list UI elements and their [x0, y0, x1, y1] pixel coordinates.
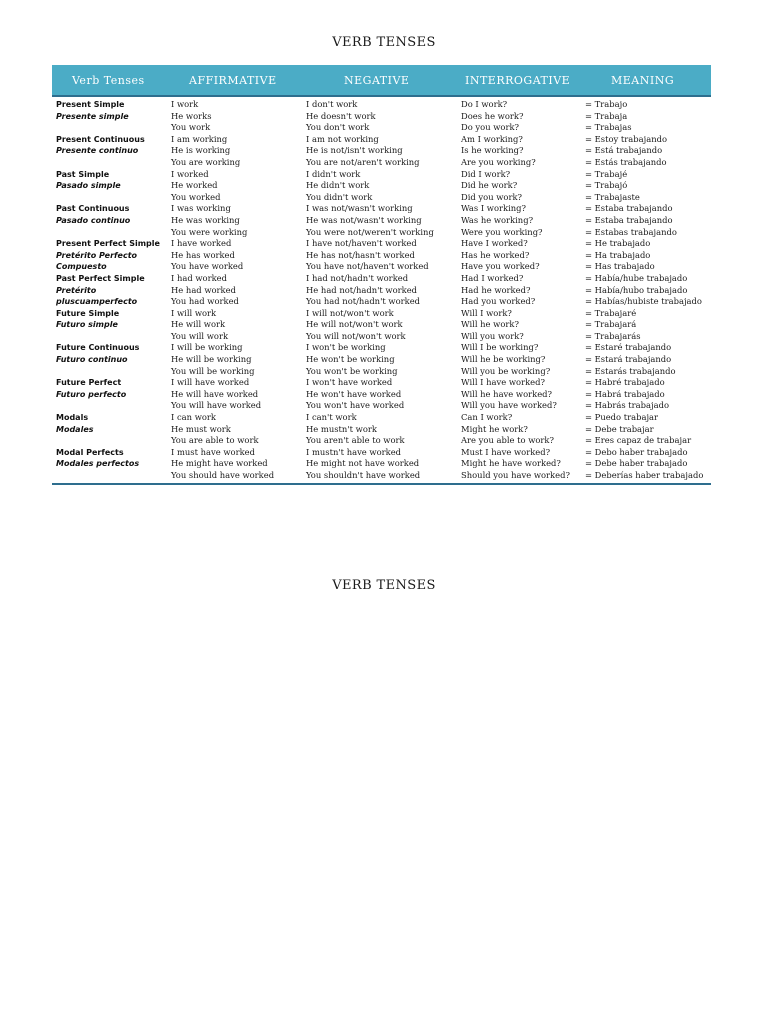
- cell-negative: You shouldn't have worked: [302, 470, 457, 484]
- cell-meaning: = Estabas trabajando: [585, 226, 677, 237]
- cell-meaning: = Habré trabajado: [585, 377, 665, 388]
- cell-affirmative: I have worked: [171, 238, 232, 249]
- cell-meaning: = Habrá trabajado: [585, 388, 665, 399]
- cell-tense: Present Perfect Simple: [56, 239, 160, 249]
- cell-interrogative: Will you work?: [461, 330, 524, 341]
- cell-meaning: = Había/hubo trabajado: [585, 284, 688, 295]
- cell-affirmative: He will be working: [171, 354, 252, 365]
- table-row: [52, 424, 711, 436]
- cell-meaning: = Trabajará: [585, 319, 637, 330]
- cell-negative: He has not/hasn't worked: [306, 249, 415, 260]
- cell-affirmative: I must have worked: [171, 446, 255, 457]
- cell-meaning: = He trabajado: [585, 238, 651, 249]
- table-row: [52, 273, 711, 285]
- cell-tense: Past Perfect Simple: [56, 273, 145, 283]
- table-header-row: [52, 65, 711, 96]
- cell-negative: You were not/weren't working: [306, 226, 434, 237]
- cell-affirmative: I work: [171, 99, 199, 109]
- cell-negative: You are not/aren't working: [306, 156, 420, 167]
- cell-affirmative: He works: [171, 110, 212, 121]
- cell-tense: Presente simple: [56, 111, 129, 121]
- cell-meaning: = Ha trabajado: [585, 249, 651, 260]
- cell-meaning: = Trabajó: [585, 180, 628, 191]
- cell-interrogative: Will I be working?: [461, 342, 539, 353]
- table-row: [52, 447, 711, 459]
- cell-meaning: = Trabajaste: [585, 191, 640, 202]
- cell-negative: He will not/won't work: [306, 319, 403, 330]
- table-row: [52, 319, 711, 331]
- cell-tense: [52, 470, 167, 484]
- cell-affirmative: You should have worked: [167, 470, 302, 484]
- table-row: [52, 308, 711, 320]
- cell-tense: Modales perfectos: [56, 459, 140, 469]
- cell-tense: Future Simple: [56, 308, 120, 318]
- cell-negative: He had not/hadn't worked: [306, 284, 418, 295]
- cell-negative: I don't work: [306, 99, 358, 109]
- table-row: [52, 192, 711, 204]
- table-row: [52, 145, 711, 157]
- cell-tense: Modales: [56, 424, 94, 434]
- cell-meaning: = Puedo trabajar: [585, 412, 659, 423]
- cell-meaning: = Estaba trabajando: [585, 203, 673, 214]
- cell-negative: I didn't work: [306, 168, 361, 179]
- table-row: [52, 180, 711, 192]
- cell-tense: Future Continuous: [56, 343, 140, 353]
- cell-affirmative: He worked: [171, 180, 218, 191]
- page-title-second: VERB TENSES: [332, 578, 436, 593]
- header-negative: NEGATIVE: [302, 65, 457, 96]
- cell-meaning: = Trabajaré: [585, 307, 637, 318]
- cell-negative: You won't have worked: [306, 400, 405, 411]
- cell-negative: I will not/won't work: [306, 307, 394, 318]
- table-row: [52, 389, 711, 401]
- cell-tense: Pretérito Perfecto: [56, 250, 138, 260]
- cell-affirmative: You will have worked: [171, 400, 262, 411]
- cell-affirmative: I had worked: [171, 272, 227, 283]
- table-row: [52, 111, 711, 123]
- cell-affirmative: He is working: [171, 145, 231, 156]
- cell-interrogative: Was I working?: [461, 203, 527, 214]
- cell-affirmative: You will work: [171, 330, 229, 341]
- table-row: [52, 412, 711, 424]
- cell-negative: You didn't work: [306, 191, 373, 202]
- cell-tense: Compuesto: [56, 262, 107, 272]
- cell-affirmative: I will work: [171, 307, 217, 318]
- header-interrogative: INTERROGATIVE: [457, 65, 581, 96]
- cell-interrogative: Has he worked?: [461, 249, 530, 260]
- cell-tense: Modal Perfects: [56, 447, 124, 457]
- cell-affirmative: You will be working: [171, 365, 255, 376]
- cell-meaning: = Había/hube trabajado: [585, 272, 688, 283]
- cell-affirmative: You are working: [171, 156, 241, 167]
- cell-negative: He mustn't work: [306, 423, 377, 434]
- cell-interrogative: Were you working?: [461, 226, 543, 237]
- cell-interrogative: Can I work?: [461, 412, 513, 423]
- cell-interrogative: Did I work?: [461, 168, 511, 179]
- cell-affirmative: I will be working: [171, 342, 243, 353]
- cell-meaning: = Estaré trabajando: [585, 342, 672, 353]
- header-meaning: MEANING: [581, 65, 711, 96]
- cell-negative: I have not/haven't worked: [306, 238, 417, 249]
- cell-interrogative: Might he work?: [461, 423, 528, 434]
- cell-tense: pluscuamperfecto: [56, 297, 138, 307]
- cell-affirmative: You had worked: [171, 296, 239, 307]
- cell-tense: Pretérito: [56, 285, 97, 295]
- cell-affirmative: I was working: [171, 203, 231, 214]
- cell-tense: [52, 157, 167, 169]
- cell-tense: [52, 400, 167, 412]
- table-row: [52, 238, 711, 250]
- cell-tense: [52, 331, 167, 343]
- cell-tense: [52, 366, 167, 378]
- cell-meaning: = Estaba trabajando: [585, 214, 673, 225]
- table-row: [52, 215, 711, 227]
- cell-meaning: = Trabajas: [585, 122, 632, 133]
- cell-interrogative: Will he have worked?: [461, 388, 553, 399]
- cell-negative: You won't be working: [306, 365, 398, 376]
- cell-negative: He won't have worked: [306, 388, 402, 399]
- cell-meaning: = Trabajarás: [585, 330, 641, 341]
- table-row: [52, 400, 711, 412]
- cell-affirmative: I can work: [171, 412, 216, 423]
- cell-meaning: = Está trabajando: [585, 145, 663, 156]
- table-row: [52, 122, 711, 134]
- cell-meaning: = Trabajo: [585, 99, 628, 109]
- cell-interrogative: Am I working?: [461, 133, 523, 144]
- cell-interrogative: Must I have worked?: [461, 446, 551, 457]
- cell-tense: Past Continuous: [56, 204, 130, 214]
- table-row: [52, 296, 711, 308]
- cell-interrogative: Might he have worked?: [461, 458, 561, 469]
- cell-meaning: = Deberías haber trabajado: [581, 470, 711, 484]
- cell-affirmative: You work: [171, 122, 211, 133]
- cell-affirmative: I worked: [171, 168, 209, 179]
- cell-interrogative: Have I worked?: [461, 238, 528, 249]
- cell-tense: [52, 227, 167, 239]
- cell-negative: I can't work: [306, 412, 357, 423]
- verb-tenses-table-container: [52, 65, 711, 485]
- cell-negative: You have not/haven't worked: [306, 261, 429, 272]
- cell-meaning: = Trabajé: [585, 168, 628, 179]
- cell-negative: He was not/wasn't working: [306, 214, 422, 225]
- cell-tense: Futuro perfecto: [56, 389, 127, 399]
- cell-tense: Present Simple: [56, 100, 125, 109]
- cell-negative: I had not/hadn't worked: [306, 272, 409, 283]
- cell-negative: I mustn't have worked: [306, 446, 402, 457]
- table-row: [52, 366, 711, 378]
- cell-negative: I am not working: [306, 133, 379, 144]
- cell-interrogative: Will he be working?: [461, 354, 546, 365]
- table-body: [52, 96, 711, 484]
- cell-negative: You had not/hadn't worked: [306, 296, 421, 307]
- cell-negative: I won't have worked: [306, 377, 393, 388]
- cell-meaning: = Estarás trabajando: [585, 365, 676, 376]
- cell-negative: He is not/isn't working: [306, 145, 403, 156]
- table-row: [52, 470, 711, 484]
- table-row: [52, 285, 711, 297]
- cell-affirmative: You were working: [171, 226, 248, 237]
- cell-interrogative: Will he work?: [461, 319, 519, 330]
- page-title: VERB TENSES: [332, 35, 436, 50]
- cell-tense: [52, 122, 167, 134]
- cell-negative: You will not/won't work: [306, 330, 406, 341]
- cell-affirmative: He will work: [171, 319, 226, 330]
- cell-affirmative: He had worked: [171, 284, 236, 295]
- cell-meaning: = Estará trabajando: [585, 354, 672, 365]
- verb-tenses-table: [52, 65, 711, 485]
- cell-interrogative: Did you work?: [461, 191, 523, 202]
- cell-tense: Modals: [56, 413, 89, 423]
- cell-interrogative: Does he work?: [461, 110, 524, 121]
- table-row: [52, 342, 711, 354]
- cell-tense: [52, 192, 167, 204]
- table-row: [52, 203, 711, 215]
- table-row: [52, 157, 711, 169]
- cell-interrogative: Do I work?: [461, 99, 508, 109]
- table-row: [52, 169, 711, 181]
- table-row: [52, 435, 711, 447]
- table-row: [52, 250, 711, 262]
- cell-interrogative: Will you have worked?: [461, 400, 557, 411]
- cell-meaning: = Debe haber trabajado: [585, 458, 688, 469]
- cell-interrogative: Should you have worked?: [457, 470, 581, 484]
- cell-interrogative: Are you able to work?: [461, 435, 555, 446]
- cell-interrogative: Do you work?: [461, 122, 520, 133]
- cell-tense: Present Continuous: [56, 134, 145, 144]
- cell-interrogative: Did he work?: [461, 180, 518, 191]
- cell-meaning: = Habrás trabajado: [585, 400, 670, 411]
- table-row: [52, 377, 711, 389]
- cell-affirmative: He was working: [171, 214, 240, 225]
- cell-interrogative: Was he working?: [461, 214, 534, 225]
- cell-negative: I was not/wasn't working: [306, 203, 413, 214]
- cell-negative: He won't be working: [306, 354, 395, 365]
- cell-interrogative: Will you be working?: [461, 365, 551, 376]
- cell-tense: Pasado simple: [56, 181, 121, 191]
- cell-interrogative: Had you worked?: [461, 296, 536, 307]
- cell-affirmative: You are able to work: [171, 435, 259, 446]
- table-row: [52, 96, 711, 111]
- cell-meaning: = Estoy trabajando: [585, 133, 667, 144]
- cell-tense: Future Perfect: [56, 378, 122, 388]
- cell-interrogative: Are you working?: [461, 156, 536, 167]
- table-row: [52, 458, 711, 470]
- table-row: [52, 227, 711, 239]
- cell-meaning: = Debe trabajar: [585, 423, 654, 434]
- cell-interrogative: Had he worked?: [461, 284, 531, 295]
- cell-tense: Past Simple: [56, 169, 110, 179]
- cell-tense: Futuro simple: [56, 320, 118, 330]
- cell-affirmative: He will have worked: [171, 388, 259, 399]
- cell-tense: Futuro continuo: [56, 355, 128, 365]
- header-verb-tenses: Verb Tenses: [52, 65, 167, 96]
- cell-negative: He doesn't work: [306, 110, 376, 121]
- cell-affirmative: He has worked: [171, 249, 235, 260]
- table-row: [52, 354, 711, 366]
- cell-meaning: = Trabaja: [585, 110, 628, 121]
- cell-affirmative: You worked: [171, 191, 221, 202]
- cell-negative: He might not have worked: [306, 458, 420, 469]
- cell-meaning: = Has trabajado: [585, 261, 655, 272]
- cell-tense: Presente continuo: [56, 146, 139, 156]
- table-row: [52, 261, 711, 273]
- cell-affirmative: I will have worked: [171, 377, 250, 388]
- cell-meaning: = Debo haber trabajado: [585, 446, 688, 457]
- cell-affirmative: He must work: [171, 423, 231, 434]
- cell-affirmative: You have worked: [171, 261, 244, 272]
- cell-negative: You aren't able to work: [306, 435, 405, 446]
- cell-negative: He didn't work: [306, 180, 370, 191]
- cell-interrogative: Have you worked?: [461, 261, 540, 272]
- cell-interrogative: Will I work?: [461, 307, 512, 318]
- cell-tense: [52, 435, 167, 447]
- cell-negative: You don't work: [306, 122, 370, 133]
- cell-meaning: = Habías/hubiste trabajado: [585, 296, 702, 307]
- table-row: [52, 134, 711, 146]
- cell-interrogative: Is he working?: [461, 145, 524, 156]
- cell-interrogative: Had I worked?: [461, 272, 524, 283]
- cell-tense: Pasado continuo: [56, 215, 131, 225]
- cell-affirmative: I am working: [171, 133, 228, 144]
- cell-meaning: = Eres capaz de trabajar: [585, 435, 692, 446]
- cell-negative: I won't be working: [306, 342, 386, 353]
- header-affirmative: AFFIRMATIVE: [167, 65, 302, 96]
- cell-interrogative: Will I have worked?: [461, 377, 545, 388]
- cell-affirmative: He might have worked: [171, 458, 268, 469]
- cell-meaning: = Estás trabajando: [585, 156, 667, 167]
- table-row: [52, 331, 711, 343]
